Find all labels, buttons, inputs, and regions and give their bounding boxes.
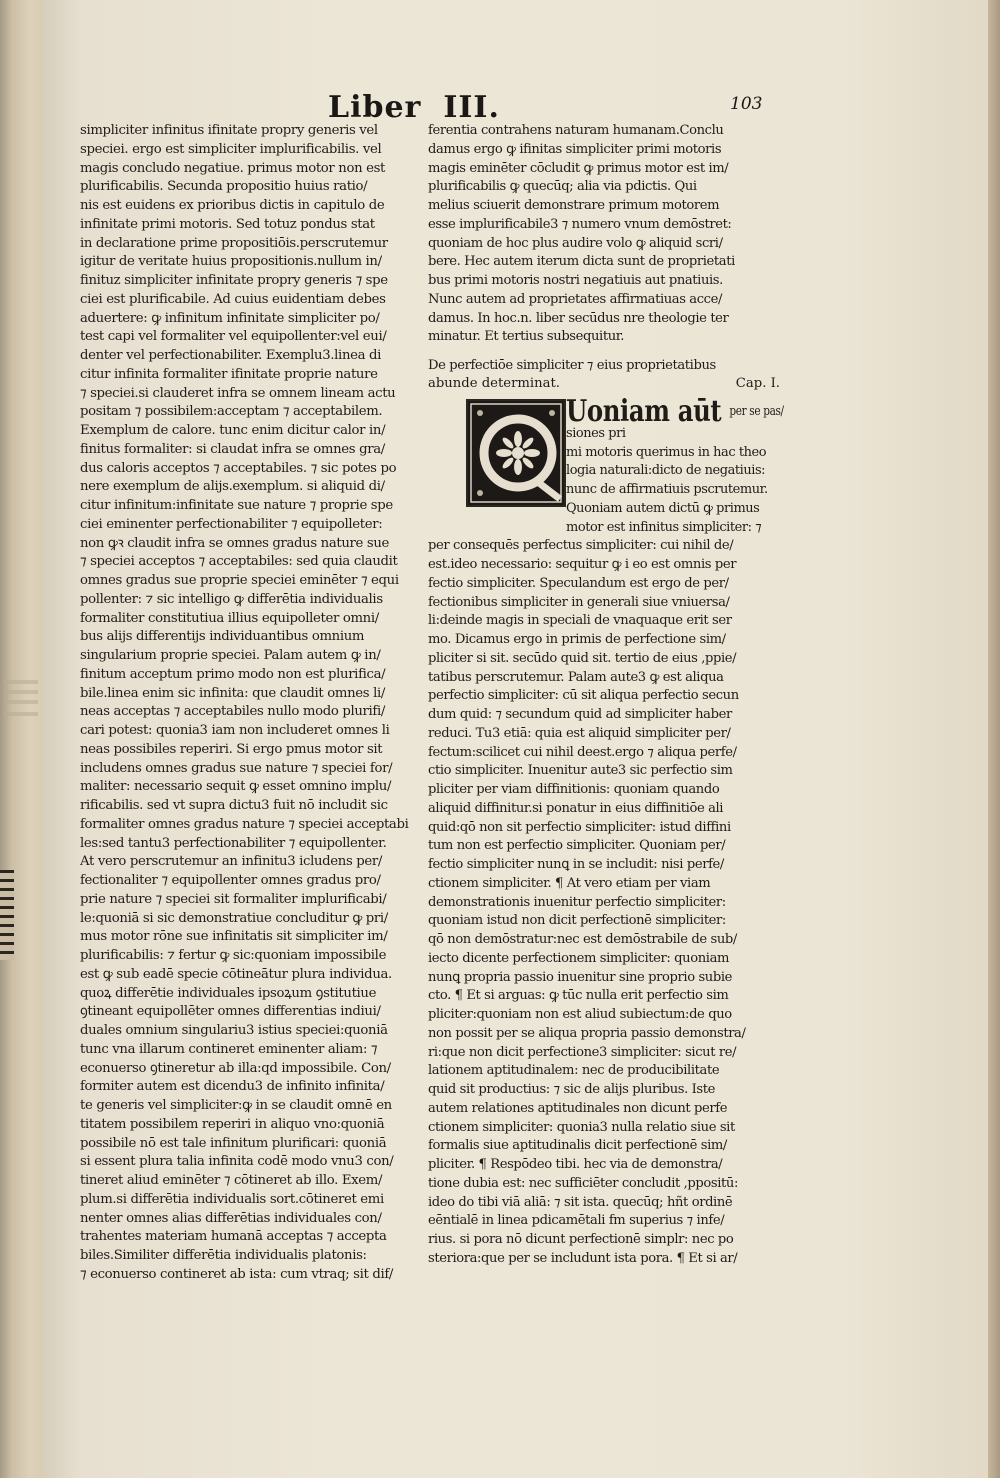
text-line: ciei eminenter perfectionabiliter ⁊ equipolleter: xyxy=(80,516,383,532)
text-line: mi motoris querimus in hac theo xyxy=(566,444,767,460)
text-line: fectionibus simpliciter in generali siue vniuersa/ xyxy=(428,594,730,610)
text-line: biles.Similiter differētia individualis platonis: xyxy=(80,1248,367,1263)
text-line: autem relationes aptitudinales non dicunt perfe xyxy=(428,1100,728,1116)
text-line: Quoniam autem dictū ꝙ primus xyxy=(566,500,760,516)
text-line: minatur. Et tertius subsequitur. xyxy=(428,329,624,345)
right-column-top-text xyxy=(428,122,788,347)
text-line: les:sed tantu3 perfectionabiliter ⁊ equipollenter. xyxy=(80,835,387,851)
text-line: le:quoniā si sic demonstratiue concluditur ꝙ pri/ xyxy=(80,910,388,926)
opening-lines xyxy=(566,425,788,538)
text-line: li:deinde magis in speciali de vnaquaque erit ser xyxy=(428,613,732,629)
text-line: bere. Hec autem iterum dicta sunt de proprietati xyxy=(428,254,735,270)
opening-line xyxy=(566,393,784,429)
text-line: plurificabilis. Secunda propositio huius ratio/ xyxy=(80,179,368,195)
text-line: fectionaliter ⁊ equipollenter omnes gradus pro/ xyxy=(80,873,381,888)
text-line: rius. si pora nō dicunt perfectionē simplr: nec po xyxy=(428,1232,734,1247)
text-line: omnes gradus sue proprie speciei eminēter ⁊ equi xyxy=(80,573,399,588)
text-line: te generis vel simpliciter:ꝙ in se claudit omnē en xyxy=(80,1098,392,1113)
text-line: aduertere: ꝙ infinitum infinitate simpliciter po/ xyxy=(80,310,380,326)
bleed-mark xyxy=(4,700,38,704)
text-line: esse implurificabile3 ⁊ numero vnum demōstret: xyxy=(428,216,732,232)
decorated-initial-q-icon xyxy=(468,401,564,505)
text-line: prie nature ⁊ speciei sit formaliter implurificabi/ xyxy=(80,891,387,907)
text-line: pollenter: ⁊ sic intelligo ꝙ differētia individualis xyxy=(80,591,383,607)
facing-page-text-fragment xyxy=(0,870,14,960)
text-line: nere exemplum de alijs.exemplum. si aliquid di/ xyxy=(80,479,385,495)
text-line: ꝯtineant equipollēter omnes differentias indiui/ xyxy=(80,1004,381,1020)
text-line: plum.si differētia individualis sort.cōtineret emi xyxy=(80,1191,384,1207)
text-line: perfectio simpliciter: cū sit aliqua perfectio secun xyxy=(428,688,739,704)
text-line: per consequēs perfectus simpliciter: cui nihil de/ xyxy=(428,538,734,554)
text-line: neas possibiles reperiri. Si ergo pmus motor sit xyxy=(80,741,383,757)
text-line: ideo do tibi viā aliā: ⁊ sit ista. quecūq; hñt ordinē xyxy=(428,1194,733,1210)
text-line: damus ergo ꝙ ifinitas simpliciter primi motoris xyxy=(428,141,722,157)
chapter-heading xyxy=(428,357,788,391)
text-line: ⁊ speciei.si clauderet infra se omnem lineam actu xyxy=(80,385,396,401)
text-line: ctio simpliciter. Inuenitur aute3 sic perfectio sim xyxy=(428,763,733,779)
text-line: ⁊ econuerso contineret ab ista: cum vtraq; sit dif/ xyxy=(80,1266,394,1282)
text-line: finituz simpliciter infinitate propry generis ⁊ spe xyxy=(80,273,388,288)
text-line: steriora:que per se includunt ista pora. ¶ Et si ar/ xyxy=(428,1250,738,1266)
text-line: est.ideo necessario: sequitur ꝙ i eo est omnis per xyxy=(428,557,737,572)
text-line: eēntialē in linea pdicamētali fm superius ⁊ infe/ xyxy=(428,1213,725,1229)
chapter-label: Cap. xyxy=(735,375,767,391)
text-line: bus alijs differentijs individuantibus omnium xyxy=(80,629,365,645)
running-head-book-number: III. xyxy=(443,90,500,125)
text-line: citur infinita formaliter ifinitate proprie nature xyxy=(80,366,378,382)
text-line: non ꝙꝛ claudit infra se omnes gradus nature sue xyxy=(80,535,389,551)
text-line: ctionem simpliciter. ¶ At vero etiam per viam xyxy=(428,875,711,891)
text-line: quoniam istud non dicit perfectionē simpliciter: xyxy=(428,913,726,929)
right-page-edge xyxy=(988,0,1000,1478)
text-line: tunc vna illarum contineret eminenter aliam: ⁊ xyxy=(80,1041,378,1057)
text-line: non possit per se aliqua propria passio demonstra/ xyxy=(428,1025,746,1041)
text-line: ⁊ speciei acceptos ⁊ acceptabiles: sed quia claudit xyxy=(80,554,398,570)
text-line: At vero perscrutemur an infinitu3 icludens per/ xyxy=(80,854,382,870)
text-line: in declaratione prime propositiōis.perscrutemur xyxy=(80,235,388,251)
text-line: magis eminēter cōcludit ꝙ primus motor est im/ xyxy=(428,160,729,176)
text-line: tatibus perscrutemur. Palam aute3 ꝙ est aliqua xyxy=(428,669,724,685)
text-line: finitum acceptum primo modo non est plurifica/ xyxy=(80,666,386,682)
text-line: Nunc autem ad proprietates affirmatiuas acce/ xyxy=(428,291,723,307)
text-line: quoꝝ differētie individuales ipsoꝝum ꝯstitutiue xyxy=(80,985,377,1001)
chapter-heading-line: abunde determinat. xyxy=(428,375,560,391)
text-line: test capi vel formaliter vel equipollenter:vel eui/ xyxy=(80,329,387,345)
text-line: cari potest: quonia3 iam non includeret omnes li xyxy=(80,723,390,738)
text-line: tineret aliud eminēter ⁊ cōtineret ab illo. Exem/ xyxy=(80,1173,383,1188)
text-line: pliciter si sit. secūdo quid sit. tertio de eius ,ppie/ xyxy=(428,650,737,666)
text-line: quid:qō non sit perfectio simpliciter: istud diffini xyxy=(428,819,731,835)
text-line: cto. ¶ Et si arguas: ꝙ tūc nulla erit perfectio sim xyxy=(428,988,729,1004)
text-line: duales omnium singulariu3 istius speciei:quoniā xyxy=(80,1023,388,1038)
text-line: qō non demōstratur:nec est demōstrabile de sub/ xyxy=(428,932,737,947)
opening-line-tail: per se pas/ xyxy=(729,403,784,419)
text-line: magis concludo negatiue. primus motor non est xyxy=(80,160,386,176)
text-line: fectio simpliciter nunꝗ in se includit: nisi perfe/ xyxy=(428,857,724,872)
text-line: mus motor rōne sue infinitatis sit simpliciter im/ xyxy=(80,929,388,945)
text-line: ciei est plurificabile. Ad cuius euidentiam debes xyxy=(80,291,386,307)
text-line: tum non est perfectio simpliciter. Quoniam per/ xyxy=(428,838,726,854)
text-line: igitur de veritate huius propositionis.nullum in/ xyxy=(80,254,382,270)
text-line: iecto dicente perfectionem simpliciter: quoniam xyxy=(428,950,730,966)
text-line: singularium proprie speciei. Palam autem ꝙ in/ xyxy=(80,648,381,663)
running-head xyxy=(328,90,500,125)
text-line: dum quid: ⁊ secundum quid ad simpliciter haber xyxy=(428,707,732,722)
text-line: si essent plura talia infinita codē modo vnu3 con/ xyxy=(80,1154,394,1170)
left-column xyxy=(80,122,432,1285)
chapter-opening xyxy=(428,393,788,538)
text-line: pliciter per viam diffinitionis: quoniam quando xyxy=(428,782,720,797)
text-line: melius sciuerit demonstrare primum motorem xyxy=(428,198,720,213)
text-line: plurificabilis ꝙ quecūq; alia via pdictis. Qui xyxy=(428,179,697,195)
text-line: fectio simpliciter. Speculandum est ergo de per/ xyxy=(428,575,729,591)
chapter-heading-line: De perfectiōe simpliciter ⁊ eius proprietatibus xyxy=(428,358,716,373)
text-line: rificabilis. sed vt supra dictu3 fuit nō includit sic xyxy=(80,798,388,813)
text-line: mo. Dicamus ergo in primis de perfectione sim/ xyxy=(428,632,726,647)
text-line: plurificabilis: ⁊ fertur ꝙ sic:quoniam impossibile xyxy=(80,948,387,963)
text-line: neas acceptas ⁊ acceptabiles nullo modo plurifi/ xyxy=(80,704,385,720)
text-line: fectum:scilicet cui nihil deest.ergo ⁊ aliqua perfe/ xyxy=(428,744,737,760)
text-line: tione dubia est: nec sufficiēter concludit ,ppositū: xyxy=(428,1175,738,1191)
text-line: trahentes materiam humanā acceptas ⁊ accepta xyxy=(80,1229,387,1245)
text-line: nunc de affirmatiuis pscrutemur. xyxy=(566,482,768,497)
left-page-edge xyxy=(0,0,42,1478)
right-column xyxy=(428,122,788,1269)
text-line: pliciter:quoniam non est aliud subiectum:de quo xyxy=(428,1007,732,1022)
text-line: dus caloris acceptos ⁊ acceptabiles. ⁊ sic potes po xyxy=(80,460,397,476)
text-line: formalis siue aptitudinalis dicit perfectionē sim/ xyxy=(428,1138,727,1154)
text-line: formaliter omnes gradus nature ⁊ speciei acceptabi xyxy=(80,816,409,832)
text-line: nis est euidens ex prioribus dictis in capitulo de xyxy=(80,198,385,213)
text-line: nunꝗ propria passio inuenitur sine proprio subie xyxy=(428,969,733,985)
text-line: motor est infinitus simpliciter: ⁊ xyxy=(566,519,762,535)
bleed-mark xyxy=(4,680,38,684)
text-line: includens omnes gradus sue nature ⁊ speciei for/ xyxy=(80,760,393,776)
text-line: speciei. ergo est simpliciter implurificabilis. vel xyxy=(80,141,382,157)
text-line: siones pri xyxy=(566,425,626,441)
text-line: finitus formaliter: si claudat infra se omnes gra/ xyxy=(80,441,385,457)
text-line: Exemplum de calore. tunc enim dicitur calor in/ xyxy=(80,423,386,438)
text-line: lationem aptitudinalem: nec de producibilitate xyxy=(428,1063,720,1079)
text-line: bus primi motoris nostri negatiuis aut pnatiuis. xyxy=(428,273,723,288)
text-line: formiter autem est dicendu3 de infinito infinita/ xyxy=(80,1079,385,1095)
text-line: infinitate primi motoris. Sed totuz pondus stat xyxy=(80,216,375,232)
text-line: formaliter constitutiua illius equipolleter omni/ xyxy=(80,610,379,626)
text-line: quid sit productius: ⁊ sic de alijs pluribus. Iste xyxy=(428,1082,716,1097)
chapter-number: I. xyxy=(770,375,780,391)
right-column-body-text xyxy=(428,537,788,1268)
text-line: maliter: necessario sequit ꝙ esset omnino implu/ xyxy=(80,779,392,795)
text-line: damus. In hoc.n. liber secūdus nre theologie ter xyxy=(428,310,729,326)
initial-word: Uoniam aūt xyxy=(566,393,722,429)
text-line: titatem possibilem reperiri in aliquo vno:quoniā xyxy=(80,1116,385,1132)
text-line: ri:que non dicit perfectione3 simpliciter: sicut re/ xyxy=(428,1044,737,1060)
text-line: reduci. Tu3 etiā: quia est aliquid simpliciter per/ xyxy=(428,725,731,741)
bleed-mark xyxy=(4,712,38,716)
text-line: econuerso ꝯtineretur ab illa:qd impossibile. Con/ xyxy=(80,1060,391,1076)
text-line: simpliciter infinitus ifinitate propry generis vel xyxy=(80,123,378,138)
text-line: est ꝙ sub eadē specie cōtineātur plura individua. xyxy=(80,966,392,982)
text-line: ferentia contrahens naturam humanam.Conclu xyxy=(428,123,724,138)
text-line: positam ⁊ possibilem:acceptam ⁊ acceptabilem. xyxy=(80,404,383,420)
text-line: denter vel perfectionabiliter. Exemplu3.linea di xyxy=(80,348,382,363)
text-line: citur infinitum:infinitate sue nature ⁊ proprie spe xyxy=(80,498,393,513)
text-line: nenter omnes alias differētias individuales con/ xyxy=(80,1210,382,1226)
folio-number: 103 xyxy=(730,94,763,114)
text-line: quoniam de hoc plus audire volo ꝙ aliquid scri/ xyxy=(428,235,723,251)
text-line: aliquid diffinitur.si ponatur in eius diffinitiōe ali xyxy=(428,800,724,816)
text-line: ctionem simpliciter: quonia3 nulla relatio siue sit xyxy=(428,1119,735,1135)
text-line: demonstrationis inuenitur perfectio simpliciter: xyxy=(428,894,726,910)
text-line: possibile nō est tale infinitum plurificari: quoniā xyxy=(80,1135,387,1151)
bleed-mark xyxy=(4,690,38,694)
text-line: pliciter. ¶ Respōdeo tibi. hec via de demonstra/ xyxy=(428,1157,723,1172)
running-head-title: Liber xyxy=(328,90,422,125)
text-line: bile.linea enim sic infinita: que claudit omnes li/ xyxy=(80,685,385,701)
text-line: logia naturali:dicto de negatiuis: xyxy=(566,463,766,479)
